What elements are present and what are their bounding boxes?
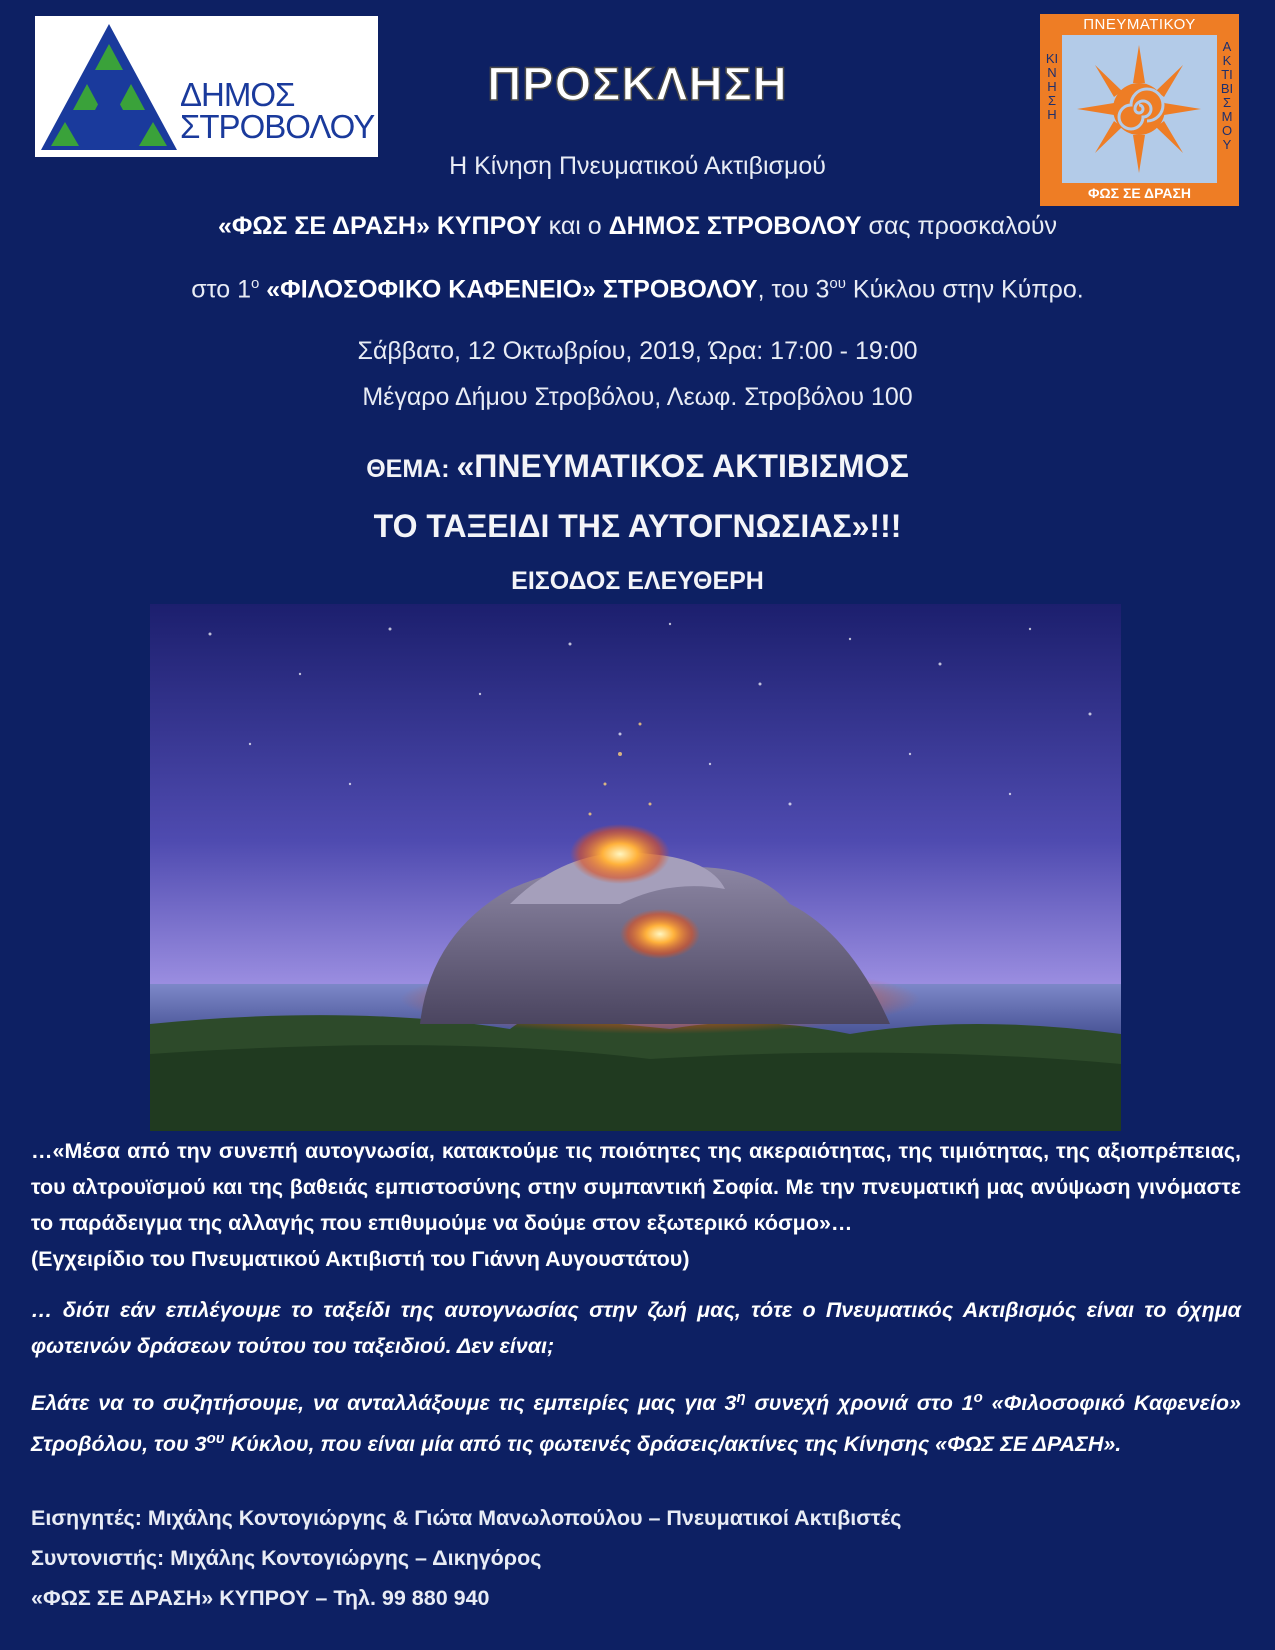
theme-title-2: ΤΟ ΤΑΞΕΙΔΙ ΤΗΣ ΑΥΤΟΓΝΩΣΙΑΣ»!!! [373, 508, 902, 544]
para3-b: συνεχή χρονιά στο 1 [745, 1391, 974, 1416]
org-name: «ΦΩΣ ΣΕ ΔΡΑΣΗ» ΚΥΠΡΟΥ [217, 212, 542, 240]
paragraph-2: … διότι εάν επιλέγουμε το ταξείδι της αυτογνωσίας στην ζωή μας, τότε ο Πνευματικός Ακτιβισμός είναι το όχημα φωτεινών δράσεων τούτου του ταξειδιού. Δεν είναι; [31, 1298, 1241, 1358]
intro-line3-sup2: ου [829, 275, 846, 292]
intro-line3-a: στο 1 [191, 275, 251, 304]
coordinator-line: Συντονιστής: Μιχάλης Κοντογιώργης – Δικηγόρος [31, 1546, 542, 1570]
intro-line3-c: , του 3 [757, 275, 830, 304]
quote-source: (Εγχειρίδιο του Πνευματικού Ακτιβιστή του Γιάννη Αυγουστάτου) [31, 1247, 690, 1271]
logo-bottom-label: ΦΩΣ ΣΕ ΔΡΑΣΗ [1087, 185, 1192, 201]
event-venue: Μέγαρο Δήμου Στροβόλου, Λεωφ. Στροβόλου 100 [362, 383, 913, 411]
para3-d: Κύκλου, που είναι μία από τις φωτεινές δράσεις/ακτίνες της Κίνησης «ΦΩΣ ΣΕ ΔΡΑΣΗ». [224, 1432, 1122, 1457]
para3-sup1: η [736, 1389, 746, 1406]
free-entry: ΕΙΣΟΔΟΣ ΕΛΕΥΘΕΡΗ [511, 567, 764, 595]
para3-sup2: ο [973, 1389, 983, 1406]
logo-right-vertical-label: ΑΚΤΙΒΙΣΜΟΥ [1220, 39, 1234, 152]
page-title: ΠΡΟΣΚΛΗΣΗ [487, 57, 788, 110]
intro-invite: σας προσκαλούν [861, 212, 1058, 240]
logo-top-label: ΠΝΕΥΜΑΤΙΚΟΥ [1083, 16, 1196, 33]
intro-connector: και ο [541, 212, 609, 240]
theme-line-1 [0, 448, 1275, 485]
logo-left-vertical-label: ΚΙΝΗΣΗ [1045, 51, 1059, 122]
paragraph-3 [31, 1380, 1241, 1462]
hands-fire-illustration [150, 604, 1121, 1131]
theme-title-1: «ΠΝΕΥΜΑΤΙΚΟΣ ΑΚΤΙΒΙΣΜΟΣ [456, 448, 909, 484]
para3-sup3: ου [206, 1430, 225, 1448]
speakers-line: Εισηγητές: Μιχάλης Κοντογιώργης & Γιώτα Μανωλοπούλου – Πνευματικοί Ακτιβιστές [31, 1506, 902, 1530]
intro-line3-d: Κύκλου στην Κύπρο. [845, 275, 1084, 304]
para3-c: «Φιλοσοφικό Καφενείο» Στροβόλου, του 3 [31, 1391, 1241, 1457]
event-name: «ΦΙΛΟΣΟΦΙΚΟ ΚΑΦΕΝΕΙΟ» ΣΤΡΟΒΟΛΟΥ [259, 275, 758, 304]
municipality-name: ΔΗΜΟΣ ΣΤΡΟΒΟΛΟΥ [608, 212, 862, 240]
intro-line-3 [0, 275, 1275, 304]
event-date: Σάββατο, 12 Οκτωβρίου, 2019, Ώρα: 17:00 - 19:00 [357, 337, 918, 365]
intro-line-1: Η Κίνηση Πνευματικού Ακτιβισμού [449, 152, 826, 180]
intro-line3-sup1: ο [250, 275, 260, 292]
contact-line: «ΦΩΣ ΣΕ ΔΡΑΣΗ» ΚΥΠΡΟΥ – Τηλ. 99 880 940 [31, 1586, 490, 1610]
logo-name-line2: ΣΤΡΟΒΟΛΟΥ [180, 108, 375, 145]
intro-line-2 [0, 212, 1275, 241]
para3-a: Ελάτε να το συζητήσουμε, να ανταλλάξουμε τις εμπειρίες μας για 3 [31, 1391, 737, 1416]
logo-name-line1: ΔΗΜΟΣ [180, 76, 295, 113]
quote-paragraph: …«Μέσα από την συνεπή αυτογνωσία, κατακτούμε τις ποιότητες της ακεραιότητας, της τιμιότητας, της αξιοπρέπειας, του αλτρουϊσμού και της βαθειάς εμπιστοσύνης στην συμπαντική Σοφία. Με την πνευματική μας ανύψωση γινόμαστε το παράδειγμα της αλλαγής που επιθυμούμε να δούμε στον εξωτερικό κόσμο»… [31, 1139, 1241, 1235]
theme-label: ΘΕΜΑ: [366, 455, 457, 483]
